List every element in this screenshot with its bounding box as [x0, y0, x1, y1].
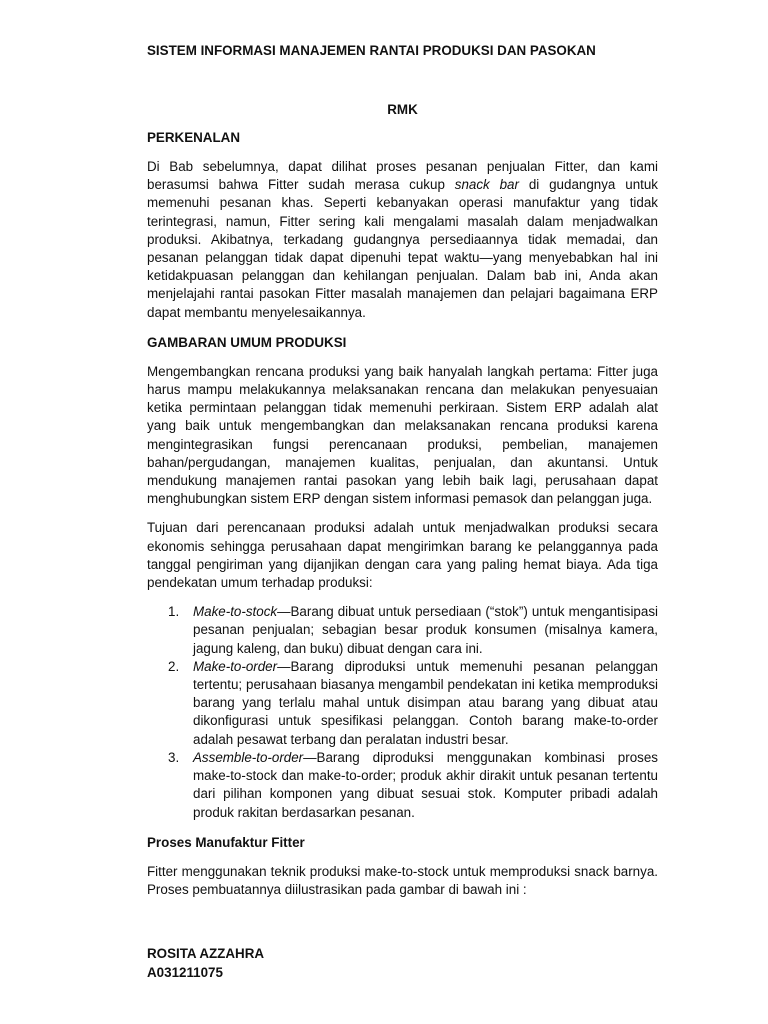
paragraph-perkenalan	[147, 158, 658, 322]
list-number: 2.	[168, 658, 180, 674]
paragraph-text: Di Bab sebelumnya, dapat dilihat proses pesanan penjualan Fitter, dan kami berasumsi bahwa Fitter sudah merasa cukup	[147, 159, 658, 193]
section-heading-gambaran: GAMBARAN UMUM PRODUKSI	[147, 334, 347, 350]
author-id: A031211075	[147, 965, 223, 980]
production-approaches-list	[147, 603, 658, 821]
section-heading-perkenalan: PERKENALAN	[147, 130, 240, 145]
list-text: —Barang diproduksi menggunakan kombinasi proses make-to-stock dan make-to-order; produk akhir dirakit untuk pesanan tertentu dari pilihan komponen yang dibuat sesuai stok. Komputer pribadi adalah produk rakitan berdasarkan pesanan.	[193, 749, 658, 820]
paragraph-proses-manufaktur: Fitter menggunakan teknik produksi make-to-stock untuk memproduksi snack barnya. Proses pembuatannya diilustrasikan pada gambar di bawah ini :	[147, 863, 658, 897]
list-item	[147, 749, 658, 822]
author-footer	[147, 944, 264, 982]
list-number: 3.	[168, 749, 180, 765]
list-text: —Barang diproduksi untuk memenuhi pesanan pelanggan tertentu; perusahaan biasanya mengambil pendekatan ini ketika memproduksi barang yang terlalu mahal untuk disimpan atau barang yang dibuat atau dikonfigurasi untuk spesifikasi pelanggan. Contoh barang make-to-order adalah pesawat terbang dan peralatan industri besar.	[193, 658, 658, 747]
list-term: Make-to-stock	[193, 604, 278, 620]
section-heading-proses-manufaktur: Proses Manufaktur Fitter	[147, 834, 305, 850]
document-header: SISTEM INFORMASI MANAJEMEN RANTAI PRODUKSI DAN PASOKAN	[147, 43, 596, 58]
list-item	[147, 658, 658, 749]
document-content	[147, 41, 658, 899]
list-item	[147, 603, 658, 658]
list-term: Make-to-order	[193, 658, 278, 674]
author-name: ROSITA AZZAHRA	[147, 946, 265, 961]
paragraph-gambaran-2: Tujuan dari perencanaan produksi adalah untuk menjadwalkan produksi secara ekonomis sehingga perusahaan dapat mengirimkan barang ke pelanggannya pada tanggal pengiriman yang dijanjikan dengan cara yang paling hemat biaya. Ada tiga pendekatan umum terhadap produksi:	[147, 520, 658, 591]
paragraph-text: di gudangnya untuk memenuhi pesanan khas. Seperti kebanyakan operasi manufaktur yang tidak terintegrasi, namun, Fitter sering kali mengalami masalah dalam menjadwalkan produksi. Akibatnya, terkadang gudangnya persediaannya tidak memadai, dan pesanan pelanggan tidak dapat dipenuhi tepat waktu—yang menyebabkan hal ini ketidakpuasan pelanggan dan kehilangan penjualan. Dalam bab ini, Anda akan menjelajahi rantai pasokan Fitter masalah manajemen dan pelajari bagaimana ERP dapat membantu menyelesaikannya.	[147, 177, 658, 320]
italic-term: snack bar	[454, 177, 519, 193]
list-number: 1.	[168, 604, 180, 620]
paragraph-gambaran-1: Mengembangkan rencana produksi yang baik hanyalah langkah pertama: Fitter juga harus mampu melakukannya melaksanakan rencana dan melakukan penyesuaian ketika permintaan pelanggan tidak memenuhi perkiraan. Sistem ERP adalah alat yang baik untuk mengembangkan dan melaksanakan rencana produksi karena mengintegrasikan fungsi perencanaan produksi, pembelian, manajemen bahan/pergudangan, manajemen kualitas, penjualan, dan akuntansi. Untuk mendukung manajemen rantai pasokan yang lebih baik lagi, perusahaan dapat menghubungkan sistem ERP dengan sistem informasi pemasok dan pelanggan juga.	[147, 363, 658, 507]
document-subtitle: RMK	[387, 102, 418, 117]
list-term: Assemble-to-order	[193, 749, 304, 765]
list-text: —Barang dibuat untuk persediaan (“stok”) untuk mengantisipasi pesanan penjualan; sebagian besar produk konsumen (misalnya kamera, jagung kaleng, dan buku) dibuat dengan cara ini.	[193, 604, 658, 656]
